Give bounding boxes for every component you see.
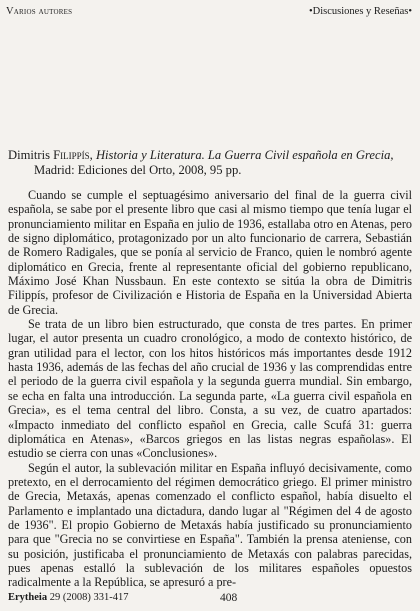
page-number: 408 xyxy=(220,592,238,604)
citation-line-1: Dimitris Filippís, Historia y Literatura. La Guerra Civil española en Grecia, xyxy=(8,148,394,162)
citation-title: Historia y Literatura. La Guerra Civil española en Grecia, xyxy=(95,148,394,162)
review-body xyxy=(8,188,412,590)
running-head xyxy=(6,6,412,20)
running-head-section: •Discusiones y Reseñas• xyxy=(308,6,412,17)
running-head-authors: Varios autores xyxy=(6,6,73,17)
book-citation xyxy=(8,148,412,178)
paragraph: Cuando se cumple el septuagésimo aniversario del final de la guerra civil española, se sabe por el presente libro que casi al mismo tiempo que tenía lugar el pronunciamiento militar en España en julio de 1936, estallaba otro en Atenas, pero de signo diplomático, protagonizado por un alto funcionario de carrera, Sebastián de Romero Radigales, que se ponía al servicio de Franco, quien le nombró agente diplomático en Grecia, frente al representante oficial del gobierno republicano, Máximo José Khan Nussbaun. En este contexto se sitúa la obra de Dimitris Filippís, profesor de Civilización e Historia de España en la Universidad Abierta de Grecia. xyxy=(8,188,412,317)
journal-name: Erytheia xyxy=(8,592,48,603)
paragraph: Según el autor, la sublevación militar en España influyó decisivamente, como pretexto, en el derrocamiento del régimen democrático griego. El primer ministro de Grecia, Metaxás, apenas comenzado el conflicto español, había disuelto el Parlamento e implantado una dictadura, dando lugar al "Régimen del 4 de agosto de 1936". El propio Gobierno de Metaxás había justificado su pronunciamiento para que "Grecia no se convirtiese en España". También la prensa ateniense, con su posición, justificaba el pronunciamiento de Metaxás con palabras parecidas, pues apenas estalló la sublevación de los militares españoles opuestos radicalmente a la República, se apresuró a pre- xyxy=(8,460,412,590)
citation-author-first: Dimitris xyxy=(8,148,54,162)
journal-reference xyxy=(8,592,128,603)
paragraph: Se trata de un libro bien estructurado, que consta de tres partes. En primer lugar, el autor presenta un cuadro cronológico, a modo de contexto histórico, de gran utilidad para el lector, con los hitos históricos más importantes desde 1912 hasta 1936, además de las fechas del año crucial de 1936 y las comprendidas entre el periodo de la guerra civil española y la segunda guerra mundial. Sin embargo, se echa en falta una introducción. La segunda parte, «La guerra civil española en Grecia», es el tema central del libro. Consta, a su vez, de cuatro apartados: «Impacto inmediato del conflicto español en Grecia, calle Scufá 31: guerra diplomática en Atenas», «Barcos griegos en las listas negras españolas». El estudio se cierra con unas «Conclusiones». xyxy=(8,317,412,461)
citation-publisher: Madrid: Ediciones del Orto, 2008, 95 pp. xyxy=(34,163,242,177)
citation-author-last: Filippís xyxy=(53,148,90,162)
journal-issue: 29 (2008) 331-417 xyxy=(49,592,129,603)
page-footer xyxy=(8,592,412,606)
